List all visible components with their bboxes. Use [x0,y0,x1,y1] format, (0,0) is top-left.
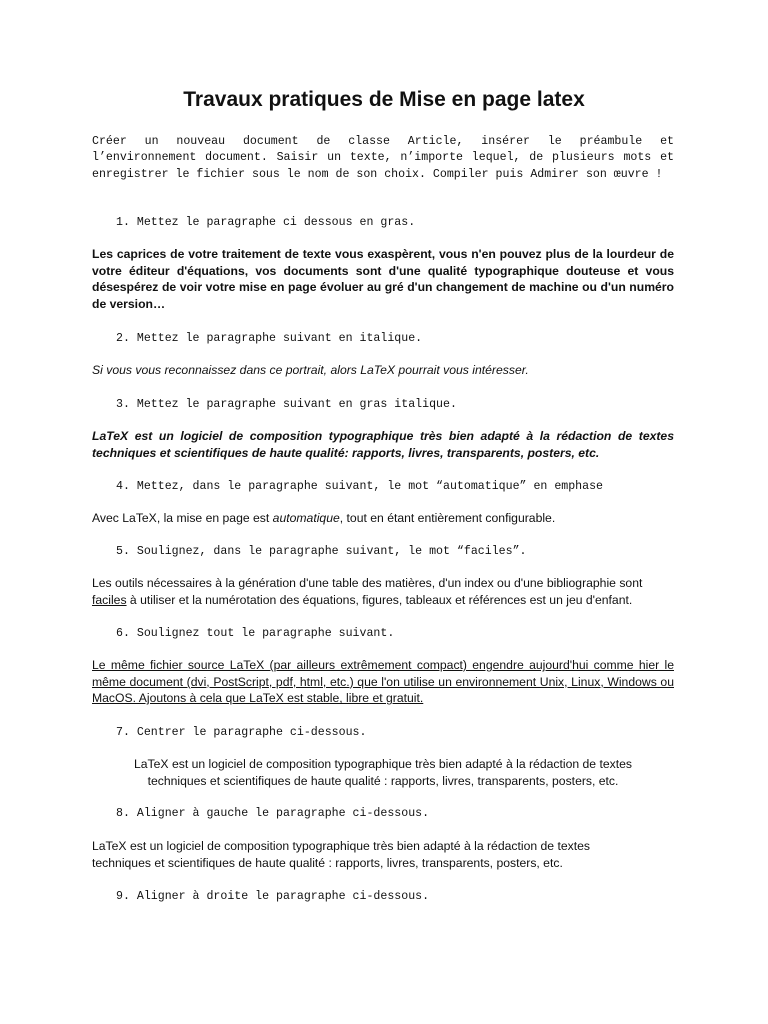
instruction-4: 4. Mettez, dans le paragraphe suivant, le mot “automatique” en emphase [116,480,604,493]
paragraph-underline-word-before: Les outils nécessaires à la génération d'une table des matières, d'un index ou d'une bibliographie sont [92,576,643,590]
instruction-9: 9. Aligner à droite le paragraphe ci-dessous. [116,890,430,903]
paragraph-centered-line-2: techniques et scientifiques de haute qualité : rapports, livres, transparents, posters, etc. [147,773,619,788]
instruction-5: 5. Soulignez, dans le paragraphe suivant, le mot “faciles”. [116,545,527,558]
paragraph-left-line-1: LaTeX est un logiciel de composition typographique très bien adapté à la rédaction de textes [92,839,590,853]
paragraph-left-line-2: techniques et scientifiques de haute qualité : rapports, livres, transparents, posters, etc. [92,855,563,870]
paragraph-left-aligned [92,838,674,871]
paragraph-emphasis-before: Avec LaTeX, la mise en page est [92,511,273,525]
paragraph-underline-word [92,575,674,608]
paragraph-emphasis [92,510,674,527]
paragraph-italic: Si vous vous reconnaissez dans ce portrait, alors LaTeX pourrait vous intéresser. [92,363,529,377]
paragraph-bold-italic: LaTeX est un logiciel de composition typographique très bien adapté à la rédaction de textes techniques et scientifiques de haute qualité: rapports, livres, transparents, posters, etc. [92,429,674,460]
paragraph-centered [92,756,674,789]
instruction-3: 3. Mettez le paragraphe suivant en gras italique. [116,398,457,411]
instruction-8: 8. Aligner à gauche le paragraphe ci-dessous. [116,807,430,820]
paragraph-centered-line-1: LaTeX est un logiciel de composition typographique très bien adapté à la rédaction de textes [134,757,632,771]
instruction-6: 6. Soulignez tout le paragraphe suivant. [116,627,395,640]
instruction-2: 2. Mettez le paragraphe suivant en italique. [116,332,423,345]
intro-paragraph: Créer un nouveau document de classe Article, insérer le préambule et l’environnement document. Saisir un texte, n’importe lequel, de plusieurs mots et enregistrer le fichier sous le nom de son choix. Compiler puis Admirer son œuvre ! [92,135,674,181]
emphasized-word: automatique [272,511,340,525]
paragraph-underline-word-after: à utiliser et la numérotation des équations, figures, tableaux et références est un jeu d'enfant. [126,592,633,607]
paragraph-underlined: Le même fichier source LaTeX (par ailleurs extrêmement compact) engendre aujourd'hui comme hier le même document (dvi, PostScript, pdf, html, etc.) que l'on utilise un environnement Unix, Linux, Windows ou MacOS. Ajoutons à cela que LaTeX est stable, libre et gratuit. [92,658,674,706]
paragraph-bold: Les caprices de votre traitement de texte vous exaspèrent, vous n'en pouvez plus de la lourdeur de votre éditeur d'équations, vos documents sont d'une qualité typographique douteuse et vous désespérez de voir votre mise en page évoluer au gré d'un changement de machine ou d'un numéro de version… [92,247,674,311]
document-title: Travaux pratiques de Mise en page latex [183,88,585,111]
instruction-1: 1. Mettez le paragraphe ci dessous en gras. [116,216,416,229]
paragraph-emphasis-after: , tout en étant entièrement configurable. [339,511,556,525]
underlined-word: faciles [92,592,127,607]
instruction-7: 7. Centrer le paragraphe ci-dessous. [116,726,367,739]
